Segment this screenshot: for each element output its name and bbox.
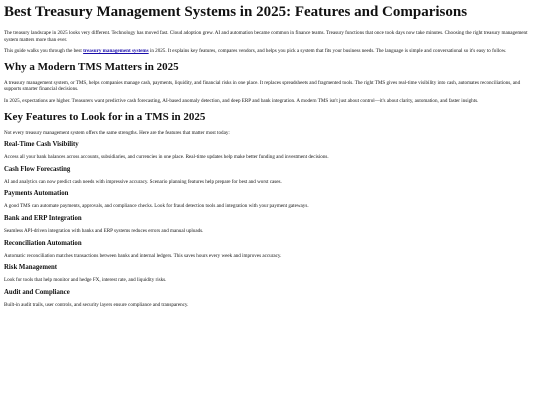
feature-title: Risk Management: [4, 264, 58, 272]
feature-title: Audit and Compliance: [4, 288, 70, 296]
why-paragraph-2: In 2025, expectations are higher. Treasurers want predictive cash forecasting, AI-based anomaly detection, and deep ERP and bank integration. A modern TMS isn't just about control—it's about clarity, automation, and faster insights.: [4, 97, 479, 104]
feature-text: Seamless API-driven integration with banks and ERP systems reduces errors and manual uploads.: [4, 227, 204, 234]
tms-link[interactable]: treasury management systems: [83, 48, 149, 55]
intro-paragraph-1: The treasury landscape in 2025 looks very different. Technology has moved fast. Cloud adoption grew. AI and automation became common in finance teams. Treasury functions that once took days now take minutes. Choosing the right treasury management system matters more than ever.: [4, 30, 528, 43]
feature-title: Real-Time Cash Visibility: [4, 141, 79, 149]
feature-text: Built-in audit trails, user controls, and security layers ensure compliance and transparency.: [4, 301, 189, 308]
feature-title: Cash Flow Forecasting: [4, 165, 71, 173]
why-paragraph-1: A treasury management system, or TMS, helps companies manage cash, payments, liquidity, and financial risks in one place. It replaces spreadsheets and fragmented tools. The right TMS gives real-time visibility into cash, automates reconciliations, and supports smarter financial decisions.: [4, 79, 521, 93]
feature-title: Bank and ERP Integration: [4, 214, 82, 222]
intro-text-before: This guide walks you through the best: [4, 48, 84, 55]
intro-paragraph-2: [4, 48, 536, 55]
feature-text: Look for tools that help monitor and hedge FX, interest rate, and liquidity risks.: [4, 277, 167, 284]
feature-text: Automatic reconciliation matches transactions between banks and internal ledgers. This saves hours every week and improves accuracy.: [4, 252, 282, 259]
feature-title: Reconciliation Automation: [4, 239, 82, 247]
page-title: Best Treasury Management Systems in 2025: Features and Comparisons: [4, 4, 468, 20]
feature-text: A good TMS can automate payments, approvals, and compliance checks. Look for fraud detection tools and integration with your payment gateways.: [4, 203, 309, 210]
feature-text: Access all your bank balances across accounts, subsidiaries, and currencies in one place. Real-time updates help make better funding and investment decisions.: [4, 154, 329, 161]
feature-title: Payments Automation: [4, 190, 69, 198]
features-heading: Key Features to Look for in a TMS in 2025: [4, 110, 206, 123]
features-intro: Not every treasury management system offers the same strengths. Here are the features that matter most today:: [4, 129, 230, 136]
feature-text: AI and analytics can now predict cash needs with impressive accuracy. Scenario planning features help prepare for best and worst cases.: [4, 178, 282, 185]
intro-text-after: in 2025. It explains key features, compares vendors, and helps you pick a system that fits your business needs. The language is simple and conversational so it's easy to follow.: [148, 48, 507, 55]
why-heading: Why a Modern TMS Matters in 2025: [4, 60, 179, 73]
